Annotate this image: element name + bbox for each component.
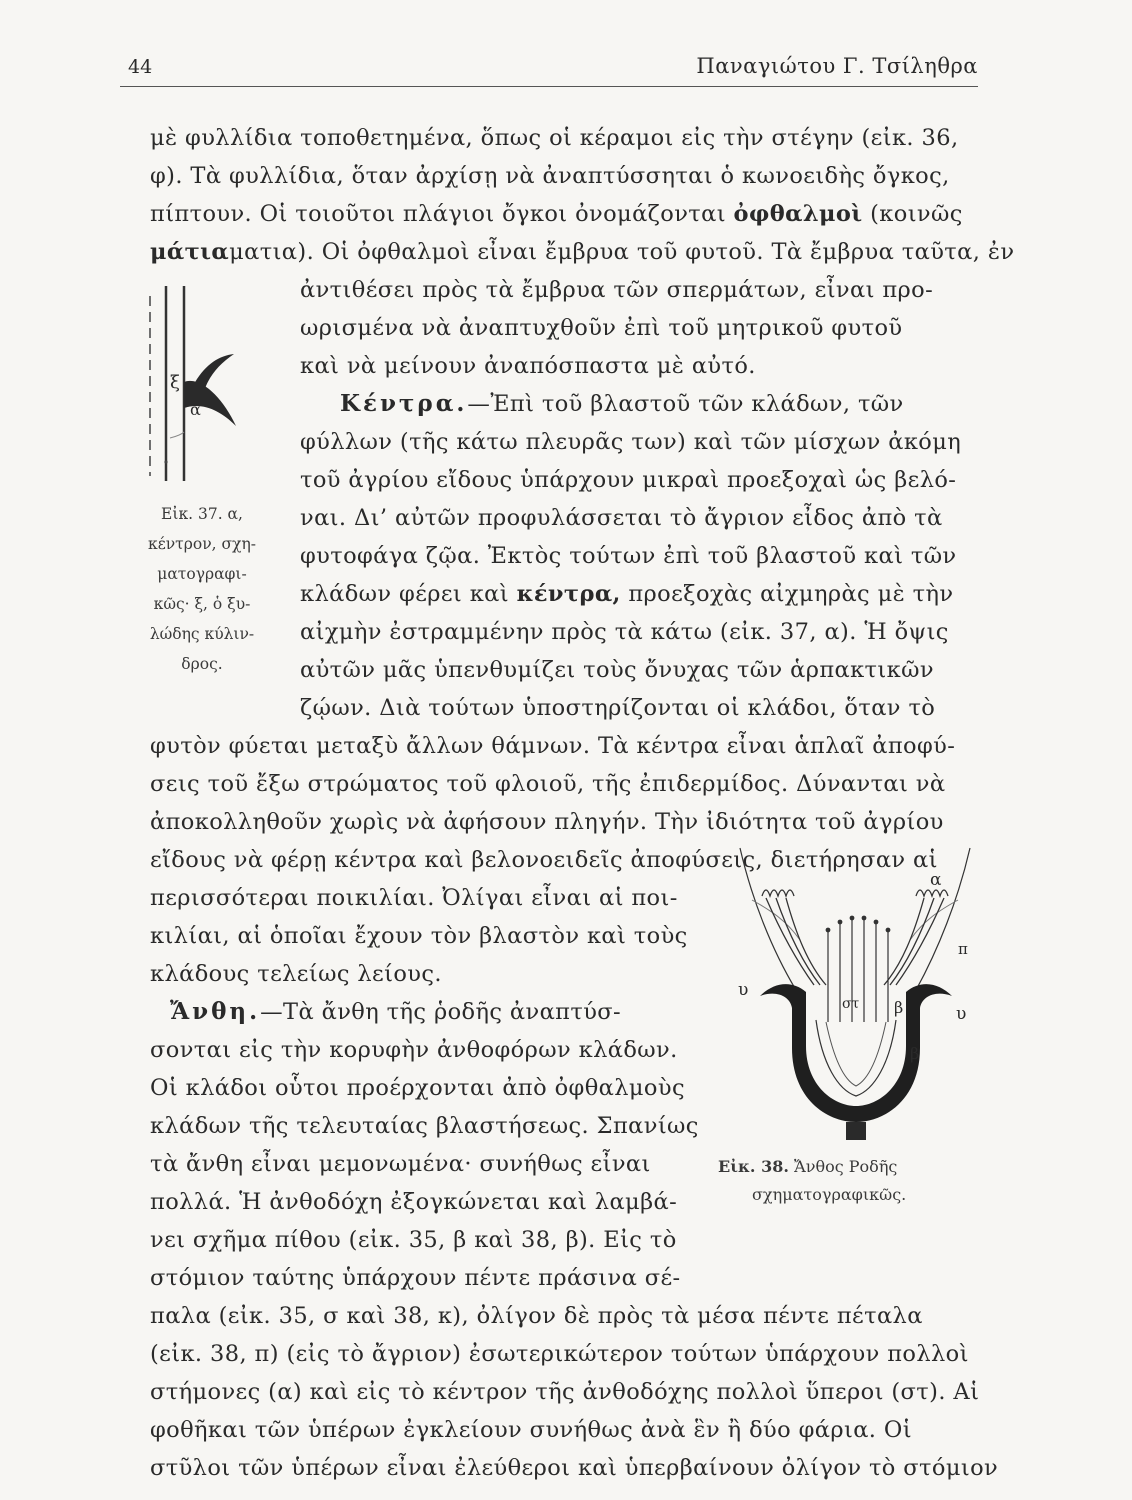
text-line-13-end: προεξοχὰς αἰχμηρὰς μὲ τὴν <box>628 581 954 607</box>
text-line-3-end: (κοινῶς <box>870 201 963 227</box>
label-sigma-tau: στ <box>842 996 860 1012</box>
figure-37 <box>140 286 260 486</box>
term-kentra: κέντρα, <box>516 581 621 607</box>
text-line-30: νει σχῆμα πίθου (εἰκ. 35, β καὶ 38, β). Εἰς τὸ <box>150 1227 677 1253</box>
running-head: Παναγιώτου Γ. Τσίληθρα <box>696 54 978 78</box>
label-upsilon-right: υ <box>956 1004 967 1024</box>
text-line-20: εἴδους νὰ φέρῃ κέντρα καὶ βελονοειδεῖς ἀποφύσεις, διετήρησαν αἱ <box>150 847 938 873</box>
text-line-25: σονται εἰς τὴν κορυφὴν ἀνθοφόρων κλάδων. <box>150 1037 678 1063</box>
text-line-2: φ). Τὰ φυλλίδια, ὅταν ἀρχίσῃ νὰ ἀναπτύσσηται ὁ κωνοειδὴς ὄγκος, <box>150 163 950 189</box>
text-line-4 <box>150 238 1014 266</box>
label-alpha-37: α <box>190 400 201 419</box>
text-line-9: φύλλων (τῆς κάτω πλευρᾶς των) καὶ τῶν μίσχων ἀκόμη <box>300 429 962 455</box>
text-line-21: περισσότεραι ποικιλίαι. Ὀλίγαι εἶναι αἱ ποι- <box>150 885 678 911</box>
caption-37-line-1: Εἰκ. 37. α, <box>161 505 243 523</box>
text-line-16: ζῴων. Διὰ τούτων ὑποστηρίζονται οἱ κλάδοι, ὅταν τὸ <box>300 695 936 721</box>
text-line-27: κλάδων τῆς τελευταίας βλαστήσεως. Σπανίως <box>150 1113 699 1139</box>
text-line-24-rest: —Τὰ ἄνθη τῆς ῥοδῆς ἀναπτύσ- <box>260 999 622 1025</box>
label-beta-1: β <box>894 998 904 1017</box>
label-alpha-38: α <box>930 870 942 890</box>
term-ophthalmoi: ὀφθαλμοὶ <box>733 201 863 227</box>
text-line-19: ἀποκολληθοῦν χωρὶς νὰ ἀφήσουν πληγήν. Τὴν ἰδιότητα τοῦ ἀγρίου <box>150 809 944 835</box>
caption-37-line-6: δρος. <box>181 655 223 673</box>
text-line-33: (εἰκ. 38, π) (εἰς τὸ ἄγριον) ἐσωτερικώτερον τούτων ὑπάρχουν πολλοὶ <box>150 1341 969 1367</box>
heading-anthi: Ἄνθη. <box>170 998 261 1025</box>
text-line-36: στῦλοι τῶν ὑπέρων εἶναι ἐλεύθεροι καὶ ὑπερβαίνουν ὀλίγον τὸ στόμιον <box>150 1455 999 1481</box>
figure-38 <box>730 840 980 1145</box>
label-upsilon-left: υ <box>738 980 749 1000</box>
text-line-12: φυτοφάγα ζῷα. Ἐκτὸς τούτων ἐπὶ τοῦ βλαστοῦ καὶ τῶν <box>300 543 957 569</box>
text-line-8 <box>340 390 904 418</box>
text-line-35: φοθῆκαι τῶν ὑπέρων ἐγκλείουν συνήθως ἀνὰ ἓν ἢ δύο φάρια. Οἱ <box>150 1417 912 1443</box>
text-line-13-start: κλάδων φέρει καὶ <box>300 581 509 607</box>
text-line-23: κλάδους τελείως λείους. <box>150 961 442 987</box>
text-line-34: στήμονες (α) καὶ εἰς τὸ κέντρον τῆς ἀνθοδόχης πολλοὶ ὕπεροι (στ). Αἱ <box>150 1379 980 1405</box>
text-line-8-rest: —Ἐπὶ τοῦ βλαστοῦ τῶν κλάδων, τῶν <box>467 391 904 417</box>
text-line-18: σεις τοῦ ἔξω στρώματος τοῦ φλοιοῦ, τῆς ἐπιδερμίδος. Δύνανται νὰ <box>150 771 946 797</box>
caption-38-line-2: σχηματογραφικῶς. <box>752 1185 907 1204</box>
text-line-1: μὲ φυλλίδια τοποθετημένα, ὅπως οἱ κέραμοι εἰς τὴν στέγην (εἰκ. 36, <box>150 125 959 151</box>
page-number: 44 <box>128 56 153 78</box>
caption-37-line-5: λώδης κύλιν- <box>149 625 255 643</box>
text-line-4-rest: ματια). Οἱ ὀφθαλμοὶ εἶναι ἔμβρυα τοῦ φυτοῦ. Τὰ ἔμβρυα ταῦτα, ἐν <box>229 239 1015 265</box>
text-line-26: Οἱ κλάδοι οὗτοι προέρχονται ἀπὸ ὀφθαλμοὺς <box>150 1075 685 1101</box>
text-line-13 <box>300 580 953 608</box>
text-line-22: κιλίαι, αἱ ὁποῖαι ἔχουν τὸν βλαστὸν καὶ τοὺς <box>150 923 688 949</box>
text-line-6: ωρισμένα νὰ ἀναπτυχθοῦν ἐπὶ τοῦ μητρικοῦ φυτοῦ <box>300 315 903 341</box>
term-matia: μάτια <box>150 239 230 265</box>
text-line-11: ναι. Δι’ αὐτῶν προφυλάσσεται τὸ ἄγριον εἶδος ἀπὸ τὰ <box>300 505 943 531</box>
caption-38-title: Ἄνθος Ροδῆς <box>794 1157 898 1176</box>
text-line-14: αἰχμὴν ἐστραμμένην πρὸς τὰ κάτω (εἰκ. 37, α). Ἡ ὄψις <box>300 619 949 645</box>
heading-kentra: Κέντρα. <box>340 390 468 417</box>
label-pi: π <box>958 940 968 958</box>
text-line-5: ἀντιθέσει πρὸς τὰ ἔμβρυα τῶν σπερμάτων, εἶναι προ- <box>300 277 934 303</box>
text-line-28: τὰ ἄνθη εἶναι μεμονωμένα· συνήθως εἶναι <box>150 1151 651 1177</box>
caption-38-prefix: Εἰκ. 38. <box>718 1157 789 1176</box>
page-header <box>120 52 978 87</box>
text-line-32: παλα (εἰκ. 35, σ καὶ 38, κ), ὀλίγον δὲ πρὸς τὰ μέσα πέντε πέταλα <box>150 1303 923 1329</box>
text-line-3-start: πίπτουν. Οἱ τοιοῦτοι πλάγιοι ὄγκοι ὀνομάζονται <box>150 201 726 227</box>
caption-37-line-3: ματογραφι- <box>157 565 247 583</box>
text-line-10: τοῦ ἀγρίου εἴδους ὑπάρχουν μικραὶ προεξοχαὶ ὡς βελό- <box>300 467 957 493</box>
caption-38-line-1 <box>718 1154 897 1180</box>
text-line-31: στόμιον ταύτης ὑπάρχουν πέντε πράσινα σέ- <box>150 1265 681 1291</box>
text-line-24 <box>170 998 621 1026</box>
text-line-7: καὶ νὰ μείνουν ἀναπόσπαστα μὲ αὐτό. <box>300 353 756 379</box>
text-line-29: πολλά. Ἡ ἀνθοδόχη ἐξογκώνεται καὶ λαμβά- <box>150 1189 678 1215</box>
text-line-17: φυτὸν φύεται μεταξὺ ἄλλων θάμνων. Τὰ κέντρα εἶναι ἁπλαῖ ἀποφύ- <box>150 733 956 759</box>
thorn-drawing-icon <box>140 286 260 486</box>
text-line-3 <box>150 200 963 228</box>
label-beta-2: β <box>910 1044 920 1063</box>
label-xi: ξ <box>170 372 180 393</box>
rose-flower-drawing-icon <box>730 840 980 1145</box>
caption-37-line-4: κῶς· ξ, ὁ ξυ- <box>153 595 251 613</box>
caption-37-line-2: κέντρον, σχη- <box>148 535 256 553</box>
text-line-15: αὐτῶν μᾶς ὑπενθυμίζει τοὺς ὄνυχας τῶν ἁρπακτικῶν <box>300 657 934 683</box>
